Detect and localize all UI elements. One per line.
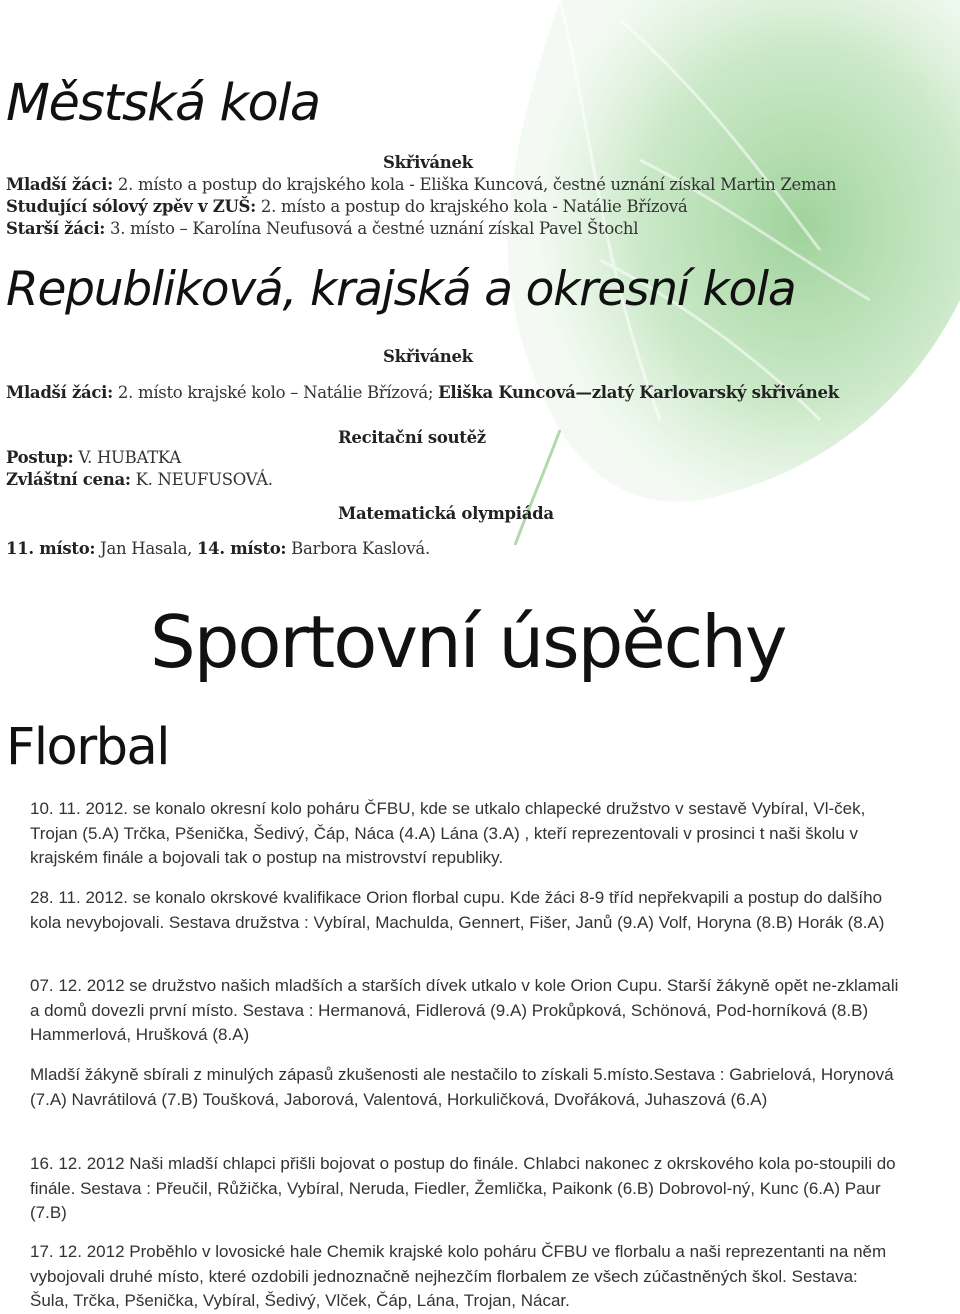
matematika-row: [6, 538, 430, 560]
mestska-kola-heading: Městská kola: [6, 74, 320, 133]
republikova-skrivanek-row: [6, 382, 839, 404]
row-highlight: Eliška Kuncová—zlatý Karlovarský skřivánek: [438, 383, 839, 402]
mestska-row-studujici: [6, 196, 687, 218]
sportovni-uspechy-heading: Sportovní úspěchy: [150, 600, 786, 684]
recitace-row-zvlastni-cena: [6, 469, 273, 491]
row-label: Studující sólový zpěv v ZUŠ:: [6, 197, 256, 216]
row-text: 2. místo a postup do krajského kola - Eliška Kuncová, čestné uznání získal Martin Zeman: [112, 175, 837, 194]
florbal-paragraph: 07. 12. 2012 se družstvo našich mladších a starších dívek utkalo v kole Orion Cupu. Starší žákyně opět ne-zklamali a domů dovezli první místo. Sestava : Hermanová, Fidlerová (9.A) Prokůpková, Schönová, Pod-horníková (8.B) Hammerlová, Hrušková (8.A): [30, 976, 899, 1044]
recitace-row-postup: [6, 447, 181, 469]
mestska-row-mladsi: [6, 174, 836, 196]
row-text: K. NEUFUSOVÁ.: [130, 470, 273, 489]
republikova-skrivanek-title: Skřivánek: [383, 347, 473, 366]
row-label: 11. místo:: [6, 539, 96, 558]
row-text: V. HUBATKA: [73, 448, 181, 467]
row-text: 2. místo krajské kolo – Natálie Břízová;: [112, 383, 439, 402]
mestska-row-starsi: [6, 218, 638, 240]
row-label: Zvláštní cena:: [6, 470, 131, 489]
florbal-paragraph: 10. 11. 2012. se konalo okresní kolo poháru ČFBU, kde se utkalo chlapecké družstvo v sestavě Vybíral, Vl-ček, Trojan (5.A) Trčka, Pšenička, Šedivý, Čáp, Náca (4.A) Lána (3.A) , kteří reprezentovali v prosinci t naši školu v krajském finále a bojovali tak o postup na mistrovství republiky.: [30, 799, 866, 867]
row-text: Barbora Kaslová.: [286, 539, 430, 558]
mestska-skrivanek-title: Skřivánek: [383, 153, 473, 172]
matematika-title: Matematická olympiáda: [338, 504, 554, 523]
row-text: 3. místo – Karolína Neufusová a čestné uznání získal Pavel Štochl: [105, 219, 639, 238]
republikova-kola-heading: Republiková, krajská a okresní kola: [6, 262, 796, 317]
row-label: Starší žáci:: [6, 219, 106, 238]
florbal-paragraph: Mladší žákyně sbírali z minulých zápasů zkušenosti ale nestačilo to získali 5.místo.Sestava : Gabrielová, Horynová (7.A) Navrátilová (7.B) Toušková, Jaborová, Valentová, Horkuličková, Dvořáková, Juhaszová (6.A): [30, 1065, 894, 1109]
florbal-paragraph: 17. 12. 2012 Proběhlo v lovosické hale Chemik krajské kolo poháru ČFBU ve florbalu a naši reprezentanti na něm vybojovali druhé místo, které ozdobili jednoznačně nejhezčím florbalem ze všech zúčastněných škol. Sestava: Šula, Trčka, Pšenička, Vybíral, Šedivý, Vlček, Čáp, Lána, Trojan, Nácar.: [30, 1242, 887, 1310]
row-label: 14. místo:: [197, 539, 287, 558]
row-text: Jan Hasala,: [95, 539, 197, 558]
row-text: 2. místo a postup do krajského kola - Natálie Břízová: [255, 197, 688, 216]
florbal-heading: Florbal: [6, 718, 169, 777]
florbal-paragraph: 28. 11. 2012. se konalo okrskové kvalifikace Orion florbal cupu. Kde žáci 8-9 tříd nepřekvapili a postup do dalšího kola nevybojovali. Sestava družstva : Vybíral, Machulda, Gennert, Fišer, Janů (9.A) Volf, Horyna (8.B) Horák (8.A): [30, 888, 885, 932]
row-label: Postup:: [6, 448, 74, 467]
row-label: Mladší žáci:: [6, 175, 113, 194]
recitace-title: Recitační soutěž: [338, 428, 486, 447]
florbal-paragraph: 16. 12. 2012 Naši mladší chlapci přišli bojovat o postup do finále. Chlabci nakonec z okrskového kola po-stoupili do finále. Sestava : Přeučil, Růžička, Vybíral, Neruda, Fiedler, Žemlička, Paikonk (6.B) Dobrovol-ný, Kunc (6.A) Paur (7.B): [30, 1154, 896, 1222]
row-label: Mladší žáci:: [6, 383, 113, 402]
